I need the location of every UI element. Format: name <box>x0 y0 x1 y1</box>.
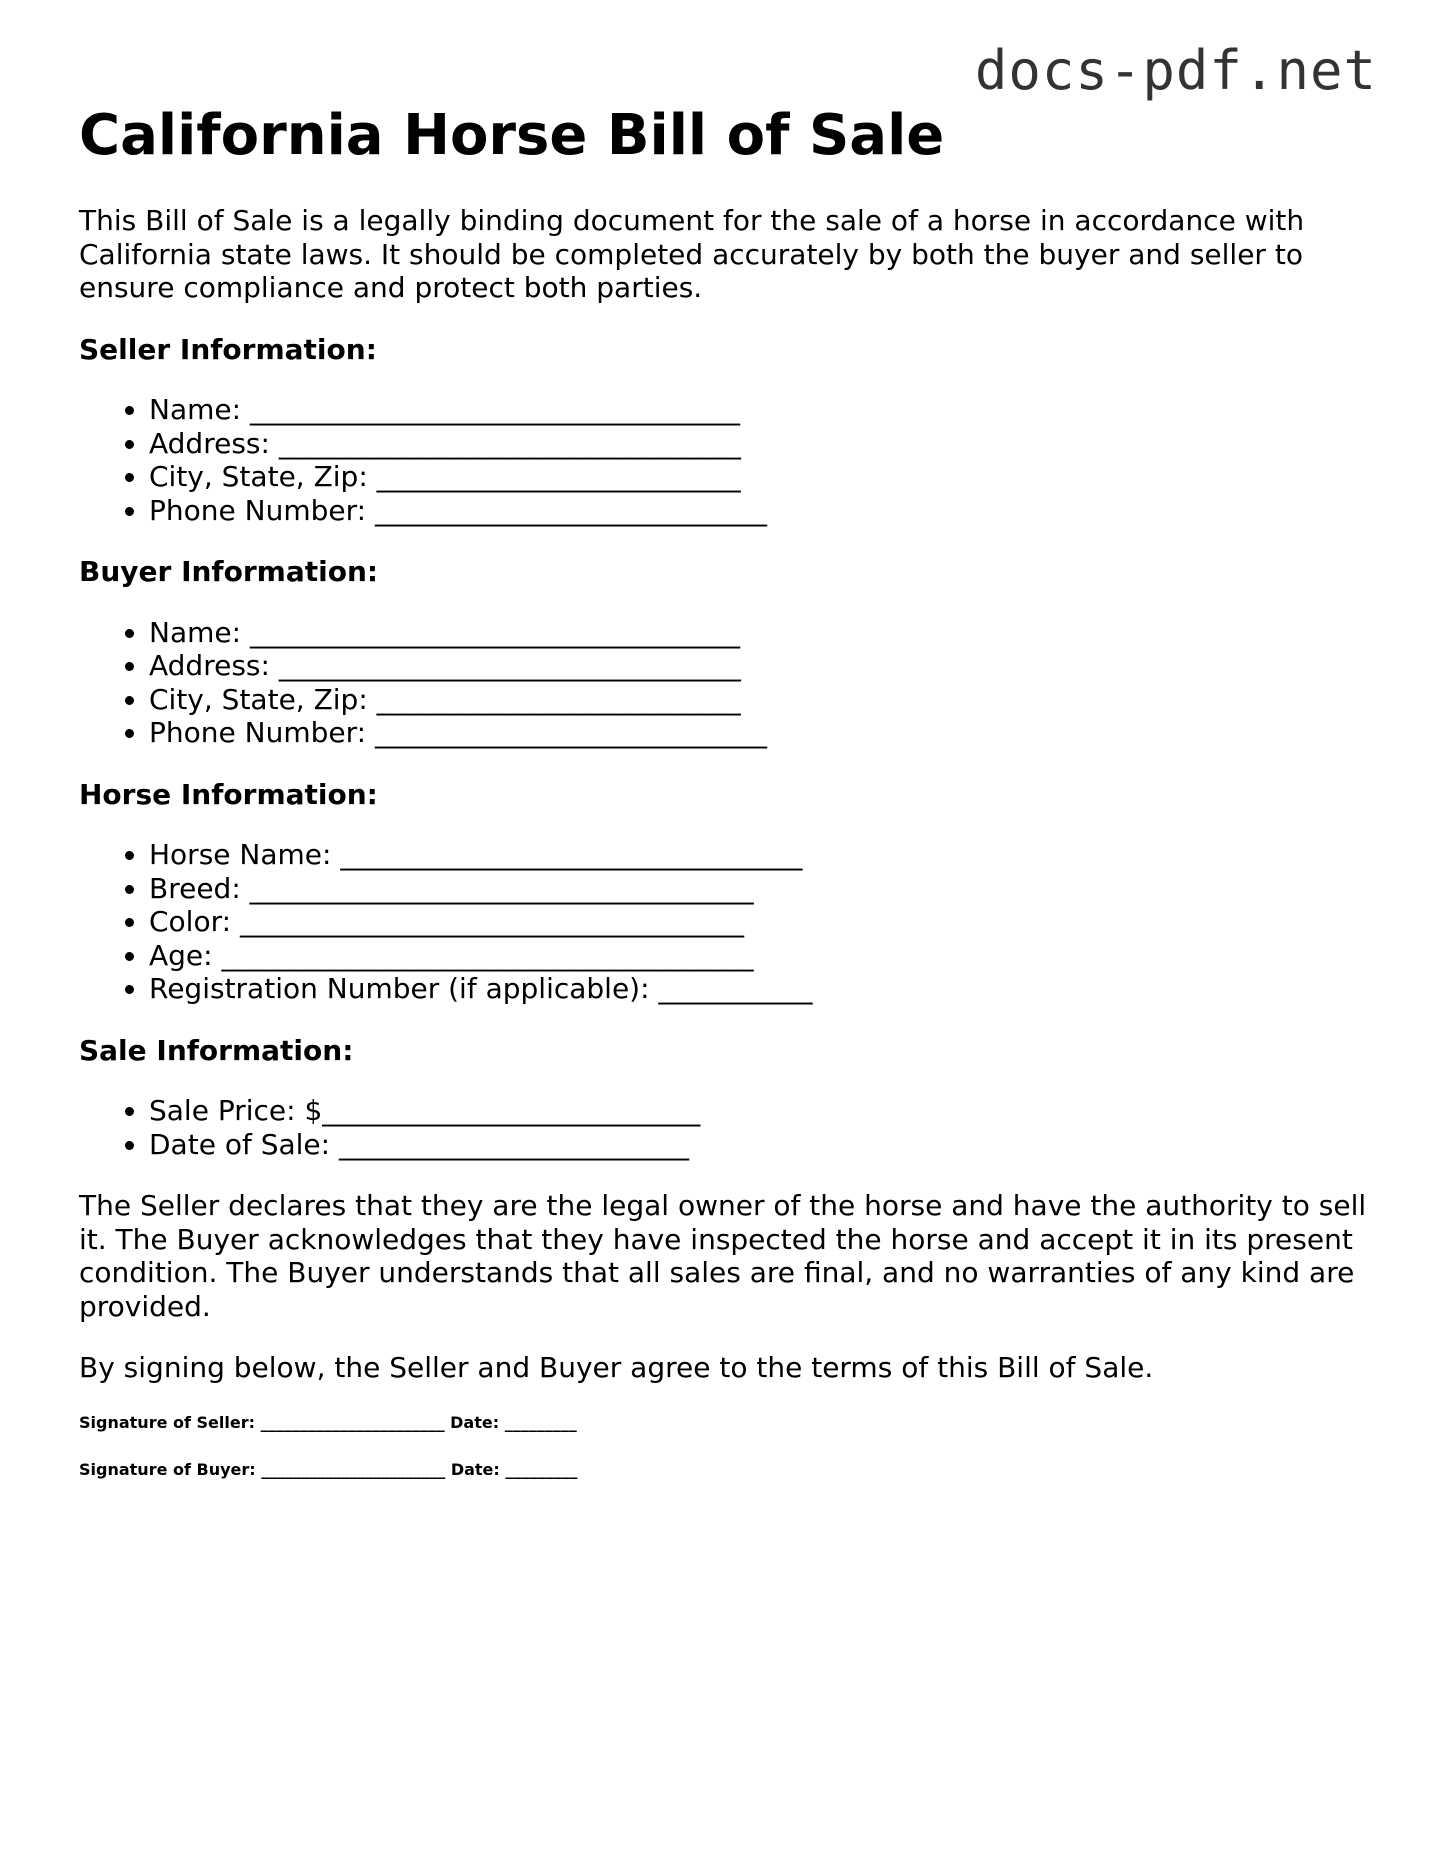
horse-breed-field: • Breed: ____________________________________ <box>149 872 1369 906</box>
horse-information-heading: Horse Information: <box>79 777 378 811</box>
buyer-name-field: • Name: ___________________________________ <box>149 616 1369 650</box>
horse-name-field: • Horse Name: _________________________________ <box>149 838 1369 872</box>
buyer-signature-line: Signature of Buyer: _______________________ Date: _________ <box>79 1459 578 1479</box>
sale-date-field: • Date of Sale: _________________________ <box>149 1128 1369 1162</box>
horse-registration-field: • Registration Number (if applicable): ___________ <box>149 972 1369 1006</box>
document-page <box>79 98 1369 1479</box>
buyer-information-heading: Buyer Information: <box>79 555 379 588</box>
document-title: California Horse Bill of Sale <box>79 103 945 168</box>
horse-information-list <box>79 838 1369 1006</box>
buyer-information-list <box>79 616 1369 750</box>
watermark: docs-pdf.net <box>974 39 1377 102</box>
agreement-paragraph: By signing below, the Seller and Buyer agree to the terms of this Bill of Sale. <box>79 1351 1154 1384</box>
sale-information-heading: Sale Information: <box>79 1033 354 1067</box>
seller-information-list <box>79 393 1369 527</box>
horse-age-field: • Age: ______________________________________ <box>149 939 1369 973</box>
seller-name-field: • Name: ___________________________________ <box>149 393 1369 427</box>
seller-information-heading: Seller Information: <box>79 332 377 366</box>
declaration-paragraph: The Seller declares that they are the legal owner of the horse and have the authority to sell it. The Buyer acknowledges that they have inspected the horse and accept it in its present condition. The Buyer understands that all sales are final, and no warranties of any kind are provided. <box>79 1189 1367 1323</box>
buyer-address-field: • Address: _________________________________ <box>149 649 1369 683</box>
buyer-city-state-zip-field: • City, State, Zip: __________________________ <box>149 683 1369 717</box>
seller-address-field: • Address: _________________________________ <box>149 427 1369 461</box>
intro-paragraph: This Bill of Sale is a legally binding document for the sale of a horse in accordance with California state laws. It should be completed accurately by both the buyer and seller to ensure compliance and protect both parties. <box>79 204 1305 304</box>
sale-price-field: • Sale Price: $___________________________ <box>149 1094 1369 1128</box>
buyer-phone-field: • Phone Number: ____________________________ <box>149 716 1369 750</box>
seller-city-state-zip-field: • City, State, Zip: __________________________ <box>149 460 1369 494</box>
horse-color-field: • Color: ____________________________________ <box>149 905 1369 939</box>
sale-information-list <box>79 1094 1369 1161</box>
seller-signature-line: Signature of Seller: _______________________ Date: _________ <box>79 1412 577 1432</box>
seller-phone-field: • Phone Number: ____________________________ <box>149 494 1369 528</box>
